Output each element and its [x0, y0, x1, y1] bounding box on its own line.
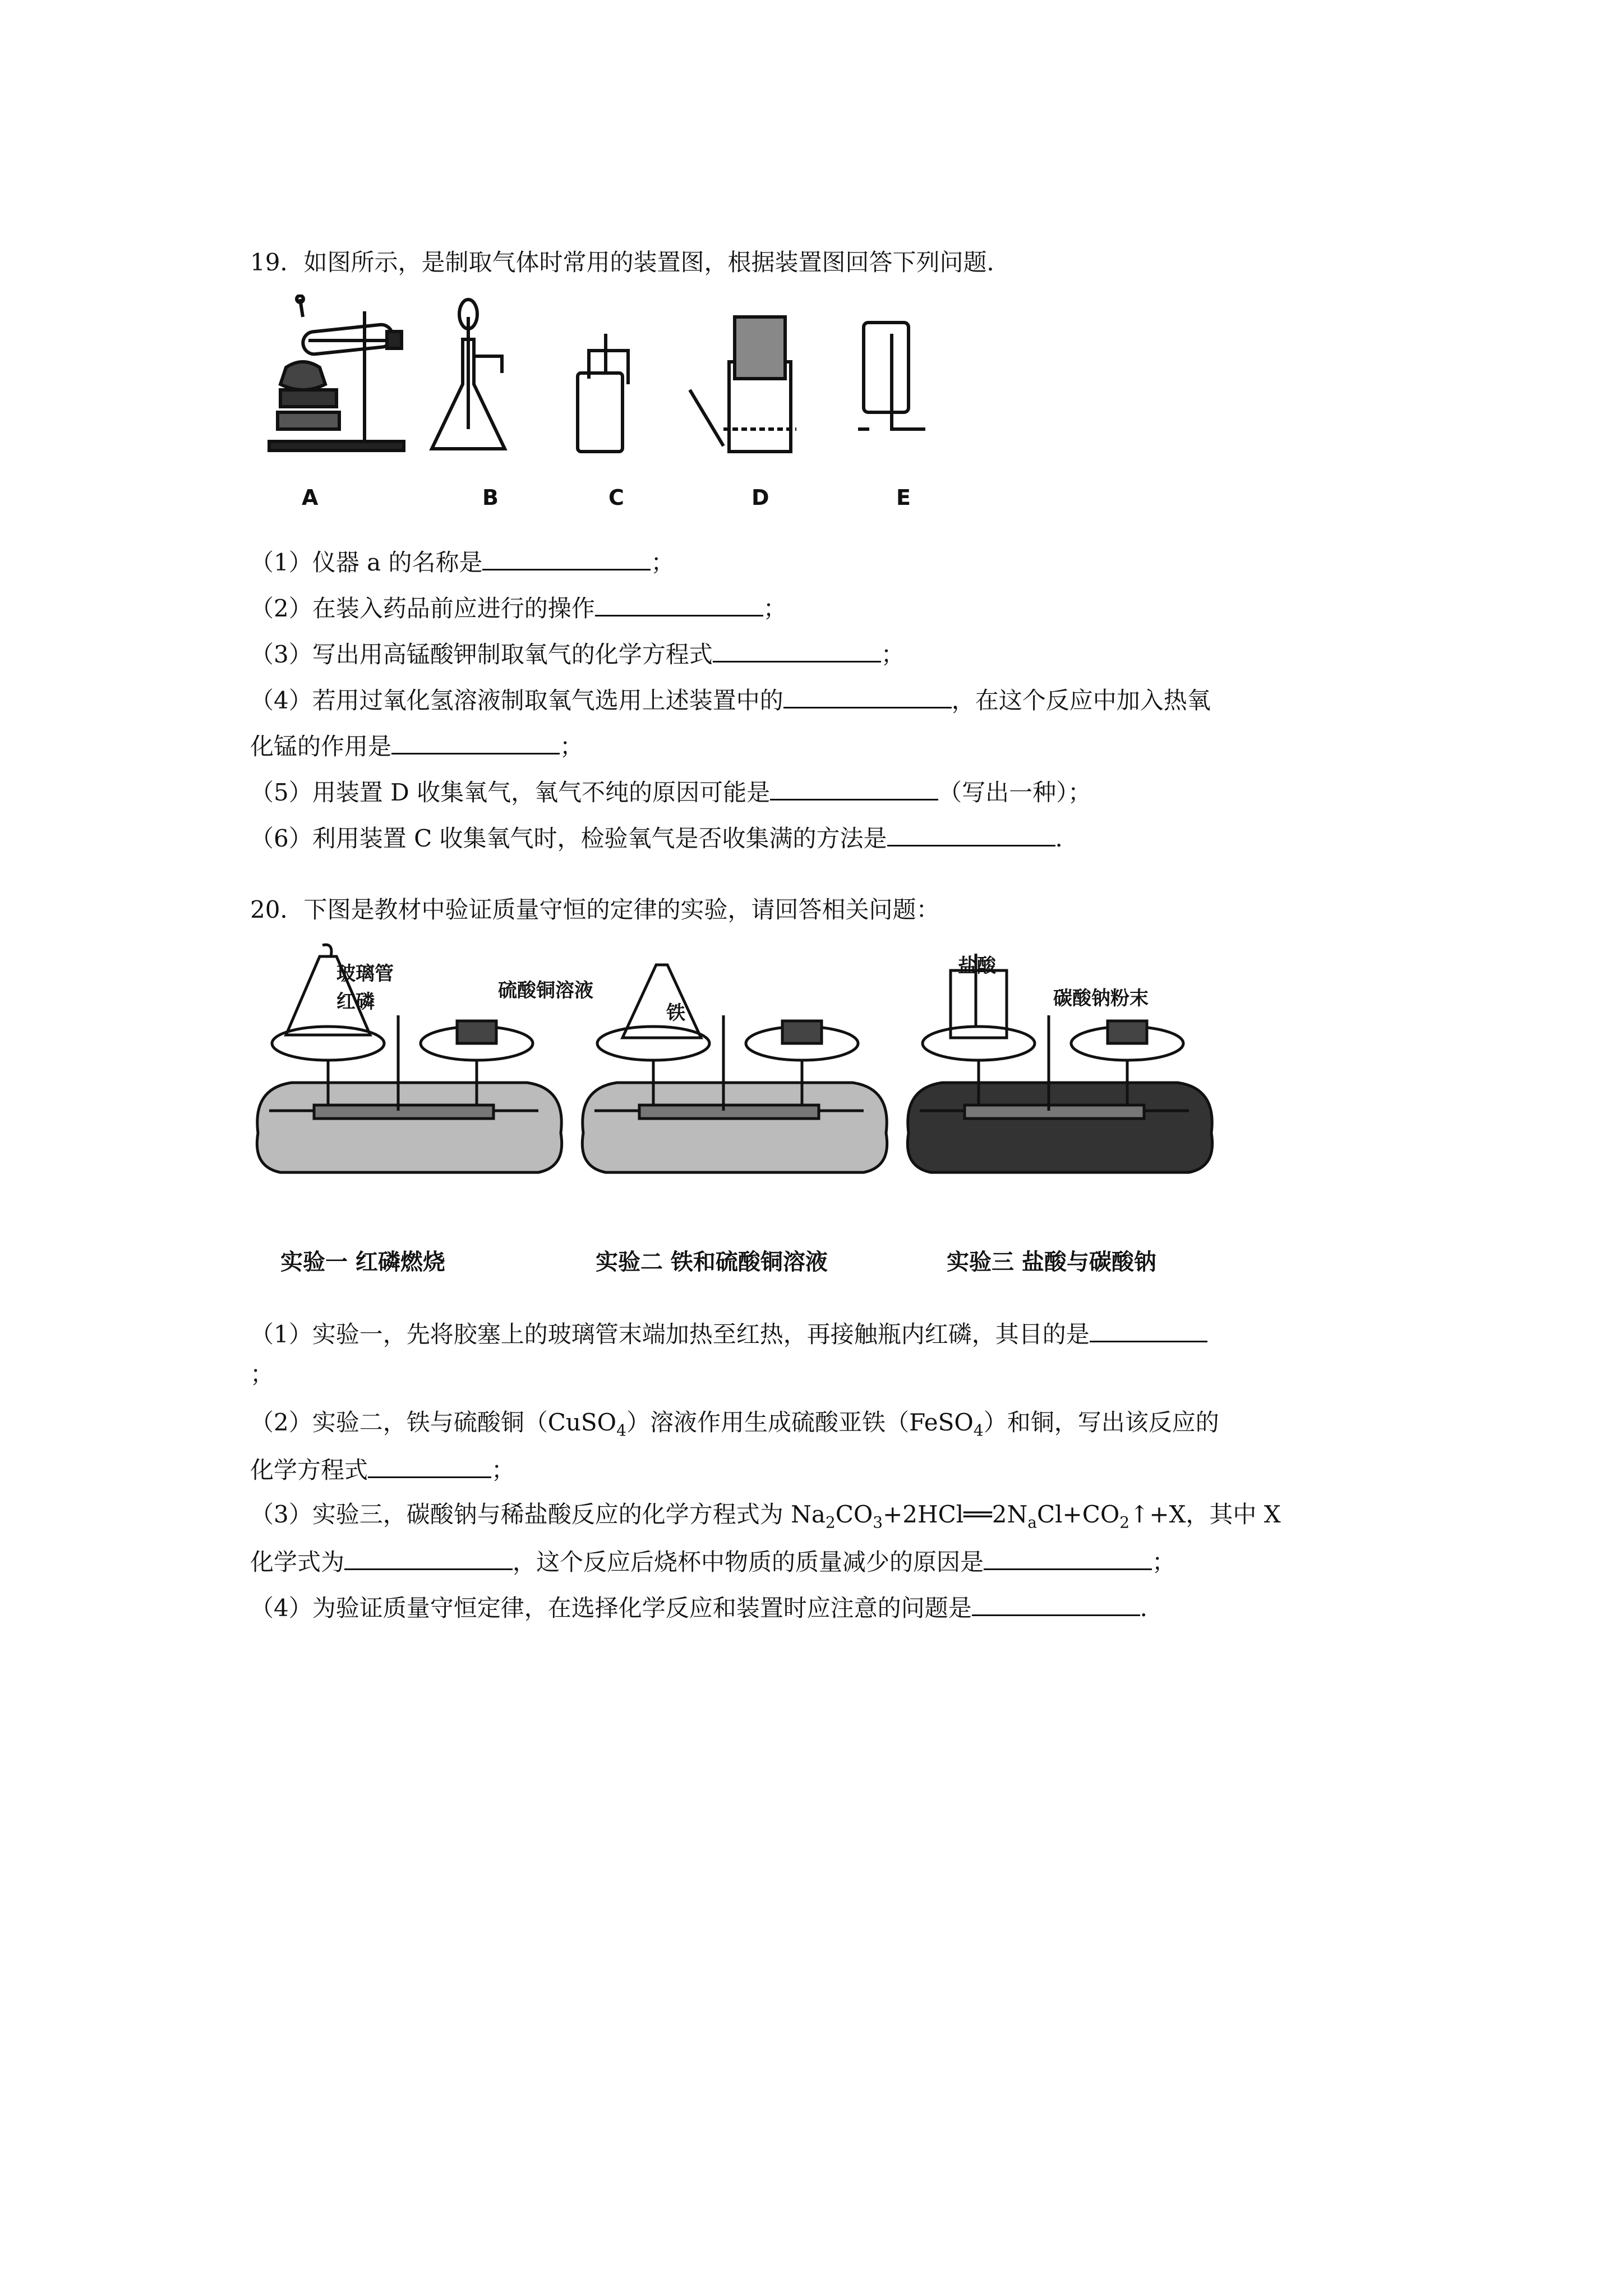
fig-label-d: D — [751, 485, 769, 510]
subscript: a — [1027, 1513, 1037, 1532]
q19-item4-end: ； — [560, 733, 584, 760]
q19-item3-end: ； — [880, 641, 905, 668]
answer-blank[interactable] — [972, 1590, 1140, 1616]
q19-item6 — [250, 820, 1079, 855]
label-sodium-carbonate: 碳酸钠粉末 — [1053, 987, 1149, 1010]
q20-item3-text5: ↑+X，其中 X — [1129, 1501, 1281, 1528]
answer-blank[interactable] — [783, 682, 952, 708]
label-iron: 铁 — [666, 1002, 685, 1024]
q19-item2-text: （2）在装入药品前应进行的操作 — [250, 595, 595, 622]
answer-blank[interactable] — [770, 774, 938, 800]
subscript: 3 — [873, 1513, 883, 1532]
q20-item3 — [250, 1498, 1281, 1539]
answer-blank[interactable] — [713, 636, 881, 662]
q20-item1 — [250, 1316, 1207, 1351]
q19-stem: 19．如图所示，是制取气体时常用的装置图，根据装置图回答下列问题． — [250, 249, 1011, 276]
apparatus-figure — [247, 295, 937, 524]
label-glass-tube: 玻璃管 — [336, 963, 394, 985]
q20-item2-text3: ）和铜，写出该反应的 — [983, 1409, 1219, 1436]
q20-item2 — [250, 1406, 1219, 1447]
caption-exp3: 实验三 盐酸与碳酸钠 — [947, 1249, 1156, 1275]
q19-item5-text: （5）用装置 D 收集氧气，氧气不纯的原因可能是 — [250, 779, 771, 806]
q20-item4-text: （4）为验证质量守恒定律，在选择化学反应和装置时应注意的问题是 — [250, 1594, 972, 1622]
q19-item2 — [250, 590, 787, 625]
q20-item2-text4: 化学方程式 — [250, 1456, 368, 1484]
q19-item4-text: （4）若用过氧化氢溶液制取氧气选用上述装置中的 — [250, 687, 783, 714]
q20-item2-text: （2）实验二，铁与硫酸铜（CuSO — [250, 1409, 617, 1436]
q20-item2-cont — [250, 1452, 515, 1487]
q20-item3-text6: 化学式为 — [250, 1548, 345, 1576]
q19-item3 — [250, 636, 905, 671]
q19-item5-end: （写出一种）； — [938, 779, 1092, 806]
q20-item3-cont — [250, 1544, 1175, 1579]
q19-item4-text2: ，在这个反应中加入热氧 — [951, 687, 1211, 714]
subscript: 4 — [616, 1421, 626, 1440]
subscript: 2 — [825, 1513, 836, 1532]
q19-item1-text: （1）仪器 a 的名称是 — [250, 549, 483, 576]
q19-item2-end: ； — [763, 595, 787, 622]
q20-item3-text4: Cl+CO — [1036, 1501, 1120, 1528]
q19-item4-cont — [250, 728, 583, 763]
q20-item3-text7: ，这个反应后烧杯中物质的质量减少的原因是 — [513, 1548, 984, 1576]
fig-label-c: C — [608, 485, 624, 510]
q19-item4 — [250, 682, 1211, 717]
q20-item1-end: ； — [250, 1360, 274, 1388]
q20-item4 — [250, 1590, 1164, 1625]
q19-item4-text3: 化锰的作用是 — [250, 733, 392, 760]
caption-exp1: 实验一 红磷燃烧 — [280, 1249, 445, 1275]
answer-blank[interactable] — [482, 544, 651, 570]
q19-item6-text: （6）利用装置 C 收集氧气时，检验氧气是否收集满的方法是 — [250, 825, 887, 852]
subscript: 2 — [1119, 1513, 1130, 1532]
q20-item3-text: （3）实验三，碳酸钠与稀盐酸反应的化学方程式为 Na — [250, 1501, 826, 1528]
fig-label-a: A — [302, 485, 319, 510]
q20-item4-end: ． — [1140, 1594, 1164, 1622]
label-red-phosphorus: 红磷 — [336, 991, 375, 1013]
answer-blank[interactable] — [1090, 1316, 1207, 1342]
answer-blank[interactable] — [984, 1544, 1152, 1570]
answer-blank[interactable] — [368, 1452, 491, 1478]
q20-stem: 20．下图是教材中验证质量守恒的定律的实验，请回答相关问题： — [250, 896, 940, 923]
caption-exp2: 实验二 铁和硫酸铜溶液 — [596, 1249, 828, 1275]
label-hcl: 盐酸 — [958, 955, 996, 977]
q20-item2-text2: ）溶液作用生成硫酸亚铁（FeSO — [626, 1409, 974, 1436]
q19-item6-end: ． — [1055, 825, 1079, 852]
answer-blank[interactable] — [887, 820, 1055, 846]
q19-item5 — [250, 774, 1091, 809]
q19-item3-text: （3）写出用高锰酸钾制取氧气的化学方程式 — [250, 641, 713, 668]
q20-item2-end: ； — [491, 1456, 515, 1484]
fig-label-e: E — [896, 485, 911, 510]
q19-item1 — [250, 544, 674, 579]
q20-item3-text3: +2HCl══2N — [883, 1501, 1028, 1528]
q19-item1-end: ； — [651, 549, 675, 576]
answer-blank[interactable] — [344, 1544, 513, 1570]
answer-blank[interactable] — [595, 590, 763, 616]
answer-blank[interactable] — [391, 728, 560, 754]
fig-label-b: B — [482, 485, 499, 510]
subscript: 4 — [973, 1421, 984, 1440]
q20-item3-text2: CO — [835, 1501, 873, 1528]
label-copper-sulfate: 硫酸铜溶液 — [498, 979, 593, 1002]
q20-item3-end: ； — [1152, 1548, 1176, 1576]
q20-item1-text: （1）实验一，先将胶塞上的玻璃管末端加热至红热，再接触瓶内红磷，其目的是 — [250, 1320, 1090, 1348]
